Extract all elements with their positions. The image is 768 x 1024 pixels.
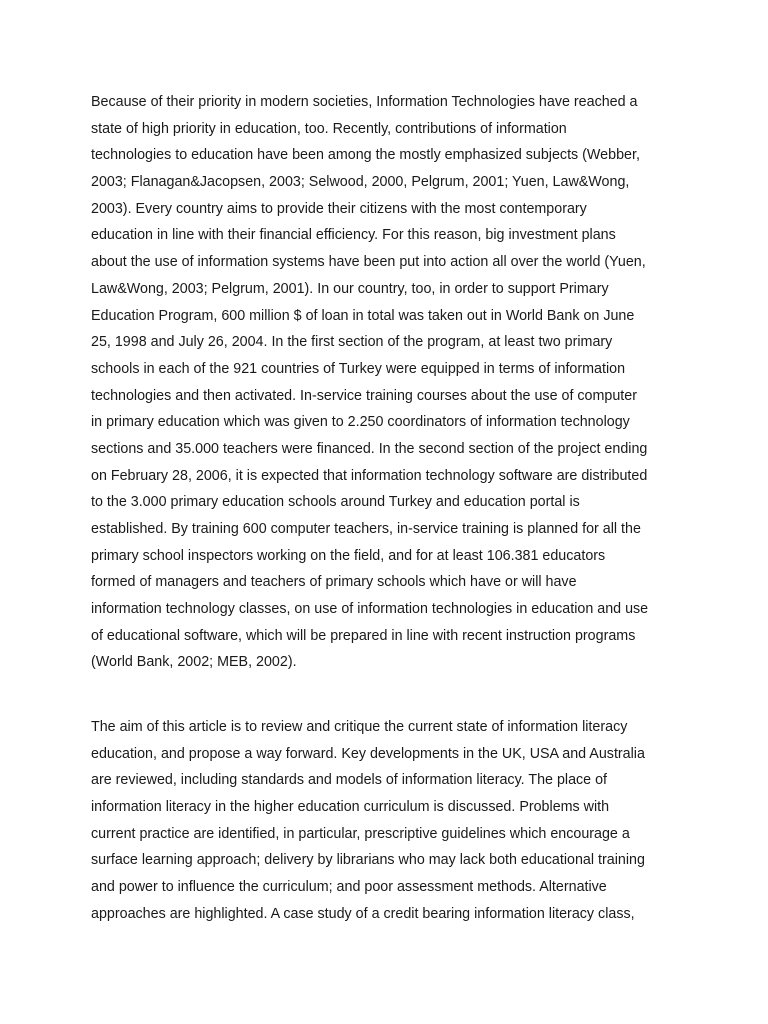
text-line: formed of managers and teachers of primary schools which have or will have xyxy=(91,574,577,591)
text-line: state of high priority in education, too. Recently, contributions of information xyxy=(91,120,567,137)
text-line: information technology classes, on use of information technologies in education and use xyxy=(91,601,649,618)
text-line: 2003). Every country aims to provide their citizens with the most contemporary xyxy=(91,200,587,217)
text-line: technologies and then activated. In-service training courses about the use of computer xyxy=(91,387,637,404)
text-line: Law&Wong, 2003; Pelgrum, 2001). In our country, too, in order to support Primary xyxy=(91,280,609,297)
text-line: on February 28, 2006, it is expected that information technology software are distributed xyxy=(91,467,648,484)
text-line: education, and propose a way forward. Key developments in the UK, USA and Australia xyxy=(91,745,645,762)
paragraph-2 xyxy=(91,714,691,928)
text-line: established. By training 600 computer teachers, in-service training is planned for all the xyxy=(91,521,641,537)
text-line: (World Bank, 2002; MEB, 2002). xyxy=(91,654,297,671)
text-line: primary school inspectors working on the field, and for at least 106.381 educators xyxy=(91,547,606,564)
text-line: and power to influence the curriculum; and poor assessment methods. Alternative xyxy=(91,879,607,896)
text-line: current practice are identified, in particular, prescriptive guidelines which encourage a xyxy=(91,825,630,842)
text-line: surface learning approach; delivery by librarians who may lack both educational training xyxy=(91,852,645,869)
text-line: technologies to education have been among the mostly emphasized subjects (Webber, xyxy=(91,147,640,164)
text-line: about the use of information systems have been put into action all over the world (Yuen, xyxy=(91,254,646,271)
text-line: Because of their priority in modern societies, Information Technologies have reached a xyxy=(91,94,638,110)
text-line: sections and 35.000 teachers were financed. In the second section of the project ending xyxy=(91,440,648,457)
text-line: information literacy in the higher education curriculum is discussed. Problems with xyxy=(91,799,610,816)
text-line: 2003; Flanagan&Jacopsen, 2003; Selwood, 2000, Pelgrum, 2001; Yuen, Law&Wong, xyxy=(91,174,630,191)
text-line: to the 3.000 primary education schools around Turkey and education portal is xyxy=(91,494,580,511)
paragraph-1 xyxy=(91,89,691,676)
text-line: 25, 1998 and July 26, 2004. In the first section of the program, at least two primary xyxy=(91,334,613,351)
text-line: approaches are highlighted. A case study of a credit bearing information literacy class, xyxy=(91,905,635,922)
text-line: education in line with their financial efficiency. For this reason, big investment plans xyxy=(91,227,616,244)
text-line: in primary education which was given to 2.250 coordinators of information technology xyxy=(91,414,630,431)
text-line: schools in each of the 921 countries of Turkey were equipped in terms of information xyxy=(91,360,626,377)
text-line: of educational software, which will be prepared in line with recent instruction programs xyxy=(91,627,636,644)
text-line: The aim of this article is to review and critique the current state of information literacy xyxy=(91,719,628,735)
text-line: are reviewed, including standards and models of information literacy. The place of xyxy=(91,772,608,789)
text-line: Education Program, 600 million $ of loan in total was taken out in World Bank on June xyxy=(91,307,635,324)
